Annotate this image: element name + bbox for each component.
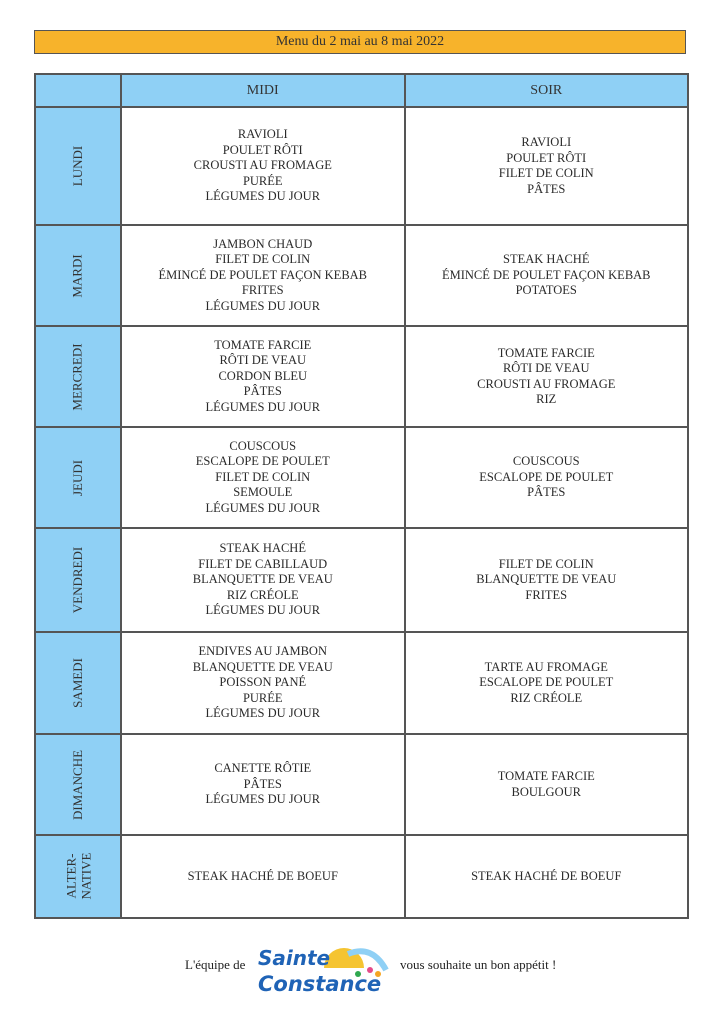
- day-row-lundi: [35, 107, 688, 225]
- dish: PURÉE: [242, 173, 283, 188]
- meal-cell-soir: [405, 326, 689, 427]
- dish: POISSON PANÉ: [219, 675, 307, 690]
- day-label: LUNDI: [70, 145, 85, 187]
- dish: PÂTES: [527, 181, 566, 196]
- dish: ENDIVES AU JAMBON: [198, 644, 327, 659]
- day-label-cell: [35, 734, 121, 835]
- dish: BOULGOUR: [511, 784, 581, 799]
- dish: LÉGUMES DU JOUR: [205, 603, 321, 618]
- day-label-cell: [35, 107, 121, 225]
- dish: STEAK HACHÉ: [219, 541, 306, 556]
- meal-cell-midi: [121, 632, 405, 734]
- day-label-cell: [35, 632, 121, 734]
- dish: BLANQUETTE DE VEAU: [476, 572, 617, 587]
- dish: ÉMINCÉ DE POULET FAÇON KEBAB: [158, 267, 368, 282]
- day-row-jeudi: [35, 427, 688, 528]
- day-row-dimanche: [35, 734, 688, 835]
- corner-cell: [35, 74, 121, 107]
- meal-cell-soir: [405, 107, 689, 225]
- dish: STEAK HACHÉ: [503, 252, 590, 267]
- day-label-cell: [35, 528, 121, 632]
- dish: PURÉE: [242, 690, 283, 705]
- dish: FRITES: [525, 587, 568, 602]
- meal-cell-midi: [121, 835, 405, 918]
- dish: FILET DE COLIN: [498, 556, 594, 571]
- column-header-midi: MIDI: [121, 74, 405, 107]
- day-label: JEUDI: [69, 459, 85, 496]
- day-label: VENDREDI: [70, 546, 85, 614]
- dish: STEAK HACHÉ DE BOEUF: [187, 868, 338, 883]
- meal-cell-soir: [405, 734, 689, 835]
- dish: COUSCOUS: [512, 454, 580, 469]
- dish: FILET DE CABILLAUD: [198, 556, 328, 571]
- dish: RIZ CRÉOLE: [510, 690, 583, 705]
- dish: ESCALOPE DE POULET: [479, 675, 614, 690]
- dish: FRITES: [241, 283, 284, 298]
- day-label-cell: [35, 326, 121, 427]
- dish: PÂTES: [243, 776, 282, 791]
- footer-right-text: vous souhaite un bon appétit !: [400, 957, 557, 972]
- meal-cell-midi: [121, 734, 405, 835]
- dish: TOMATE FARCIE: [214, 337, 312, 352]
- dish: RIZ: [536, 392, 557, 406]
- dish: LÉGUMES DU JOUR: [205, 189, 321, 204]
- meal-cell-midi: [121, 107, 405, 225]
- meal-cell-midi: [121, 528, 405, 632]
- meal-cell-soir: [405, 427, 689, 528]
- dish: LÉGUMES DU JOUR: [205, 706, 321, 721]
- day-label: MARDI: [70, 253, 85, 298]
- dish: ÉMINCÉ DE POULET FAÇON KEBAB: [441, 267, 651, 282]
- day-row-alternative: [35, 835, 688, 918]
- footer: [0, 940, 725, 1024]
- alternative-label: [63, 852, 93, 899]
- dish: BLANQUETTE DE VEAU: [192, 572, 333, 587]
- meal-cell-soir: [405, 225, 689, 326]
- meal-cell-midi: [121, 225, 405, 326]
- meal-cell-soir: [405, 632, 689, 734]
- day-label-cell: [35, 225, 121, 326]
- dish: CROUSTI AU FROMAGE: [477, 376, 616, 391]
- alternative-label-cell: [35, 835, 121, 918]
- dish: LÉGUMES DU JOUR: [205, 792, 321, 807]
- day-label-cell: [35, 427, 121, 528]
- alternative-label-line2: NATIVE: [78, 852, 93, 899]
- dish: ESCALOPE DE POULET: [479, 469, 614, 484]
- dish: SEMOULE: [233, 485, 293, 500]
- dish: TOMATE FARCIE: [497, 769, 595, 783]
- dish: PÂTES: [243, 384, 282, 399]
- dish: RAVIOLI: [237, 127, 288, 142]
- day-label: DIMANCHE: [70, 749, 85, 820]
- dish: CANETTE RÔTIE: [214, 761, 312, 776]
- dish: ESCALOPE DE POULET: [195, 454, 330, 469]
- dish: POTATOES: [515, 283, 577, 298]
- day-row-samedi: [35, 632, 688, 734]
- meal-cell-soir: [405, 528, 689, 632]
- dish: LÉGUMES DU JOUR: [205, 500, 321, 515]
- dish: POULET RÔTI: [222, 142, 303, 157]
- day-row-vendredi: [35, 528, 688, 632]
- dish: FILET DE COLIN: [215, 469, 311, 484]
- sainte-constance-logo: [252, 940, 392, 1010]
- dish: RAVIOLI: [521, 135, 572, 149]
- meal-cell-midi: [121, 326, 405, 427]
- meal-cell-soir: [405, 835, 689, 918]
- menu-table: [34, 73, 689, 919]
- dish: LÉGUMES DU JOUR: [205, 399, 321, 414]
- alternative-label-line1: ALTER-: [63, 852, 78, 899]
- logo-text-line1: Sainte: [258, 946, 331, 970]
- dish: FILET DE COLIN: [498, 166, 594, 180]
- dish: TOMATE FARCIE: [497, 345, 595, 360]
- dish: JAMBON CHAUD: [213, 236, 313, 251]
- day-row-mercredi: [35, 326, 688, 427]
- day-row-mardi: [35, 225, 688, 326]
- logo-text-line2: Constance: [258, 972, 382, 996]
- dish: COUSCOUS: [229, 438, 297, 453]
- dish: LÉGUMES DU JOUR: [205, 298, 321, 313]
- day-label: MERCREDI: [69, 342, 85, 411]
- column-header-soir: SOIR: [405, 74, 689, 107]
- dish: BLANQUETTE DE VEAU: [192, 659, 333, 674]
- day-label: SAMEDI: [70, 658, 85, 708]
- dish: PÂTES: [527, 485, 566, 500]
- menu-title: Menu du 2 mai au 8 mai 2022: [34, 30, 686, 54]
- dish: CROUSTI AU FROMAGE: [193, 158, 332, 173]
- dish: POULET RÔTI: [506, 150, 587, 165]
- dish: CORDON BLEU: [218, 368, 308, 383]
- dish: TARTE AU FROMAGE: [484, 659, 608, 674]
- dish: RÔTI DE VEAU: [219, 353, 307, 368]
- dish: RÔTI DE VEAU: [502, 361, 590, 375]
- dish: FILET DE COLIN: [215, 252, 311, 267]
- meal-cell-midi: [121, 427, 405, 528]
- footer-left-text: L'équipe de: [185, 957, 246, 972]
- dish: RIZ CRÉOLE: [226, 587, 299, 602]
- dish: STEAK HACHÉ DE BOEUF: [471, 868, 622, 883]
